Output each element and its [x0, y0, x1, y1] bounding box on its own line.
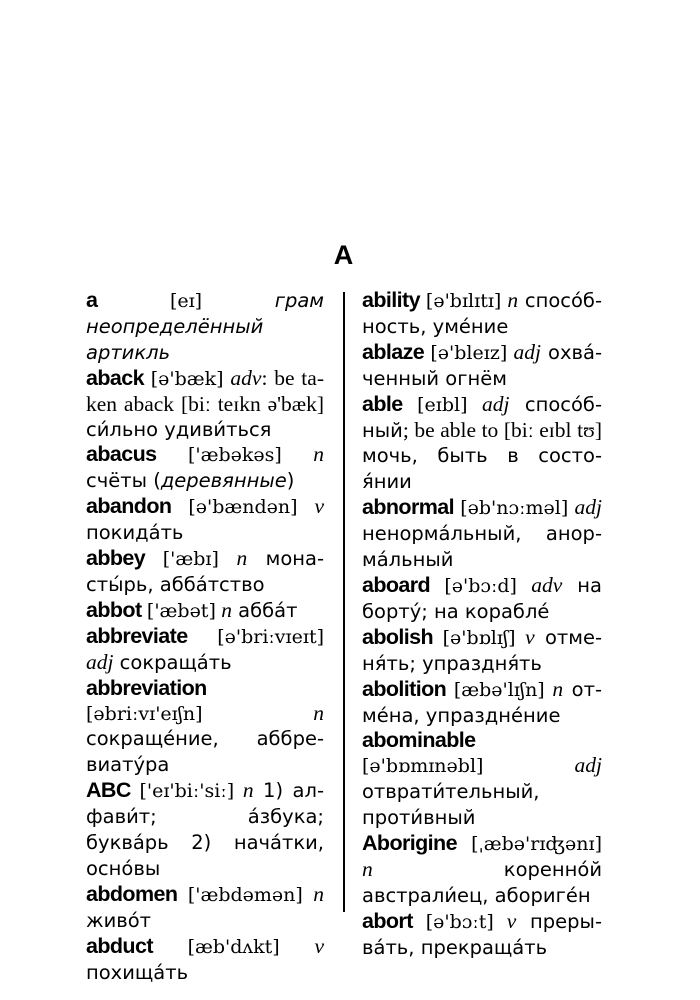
entry-definition: сокраще́ние, аббревиату́ра: [86, 727, 324, 777]
entry-part-of-speech: adj: [574, 753, 602, 778]
entry-definition: на борту́; на корабле́: [362, 573, 602, 623]
entry-definition: охва́ченный огнём: [362, 340, 602, 390]
entry-headword: abominable: [362, 728, 476, 753]
entry-definition: отме́на, упраздне́ние: [362, 677, 603, 727]
entry-part-of-speech: n: [507, 288, 519, 312]
entry-headword: abbey: [86, 546, 146, 571]
entry-transcription: [ə'bɒmɪnəbl]: [362, 755, 484, 778]
dictionary-entry: [362, 340, 602, 392]
entry-part-of-speech: n: [552, 676, 564, 701]
entry-headword: Aborigine: [362, 831, 457, 856]
dictionary-entry: [362, 573, 602, 625]
entry-part-of-speech: adv: [531, 572, 563, 597]
entry-part-of-speech: n: [313, 442, 325, 467]
entry-part-of-speech: adv: [230, 365, 262, 390]
entry-transcription: [ə'bæk]: [150, 367, 224, 390]
entry-headword: ABC: [86, 778, 131, 803]
entry-part-of-speech: v: [525, 624, 535, 649]
entry-transcription: [æb'dʌkt]: [187, 935, 280, 958]
dictionary-entry: [362, 288, 602, 340]
entry-definition: коренно́й австрали́ец, абориге́н: [362, 857, 602, 907]
entry-transcription: ['eɪ'biː'siː]: [139, 780, 235, 803]
entry-transcription: [eɪbl]: [417, 393, 468, 416]
dictionary-entry: [362, 728, 602, 831]
entry-definition: мочь, быть в состоя́нии: [362, 444, 602, 494]
right-column: [362, 288, 602, 961]
entry-headword: abolish: [362, 624, 434, 649]
entry-headword: abandon: [86, 494, 172, 519]
dictionary-entry: [86, 366, 324, 443]
entry-headword: a: [86, 288, 98, 312]
entry-headword: abduct: [86, 933, 153, 958]
entry-part-of-speech: n: [221, 597, 232, 622]
entry-part-of-speech: v: [314, 933, 325, 958]
entry-transcription: [æbə'lɪʃn]: [453, 678, 545, 701]
entry-definition: живо́т: [86, 908, 152, 932]
entry-transcription: ['æbdəmən]: [187, 883, 303, 906]
dictionary-entry: [86, 778, 324, 882]
entry-definition: отврати́тельный, проти́вный: [362, 780, 540, 830]
dictionary-entry: [86, 546, 324, 598]
entry-headword: aboard: [362, 572, 431, 597]
entry-definition: отменя́ть; упраздня́ть: [362, 625, 603, 675]
entry-headword: able: [362, 391, 403, 416]
entry-definition: монасты́рь, абба́тство: [86, 547, 324, 596]
entry-definition: покида́ть: [86, 521, 184, 545]
entry-part-of-speech: adj: [513, 339, 541, 364]
entry-headword: abdomen: [86, 881, 178, 906]
entry-headword: aback: [86, 365, 144, 390]
entry-transcription: [ə'bleɪz]: [430, 341, 508, 364]
entry-headword: abolition: [362, 676, 447, 701]
entry-transcription: [əbriːvɪ'eɪʃn]: [86, 702, 203, 725]
entry-definition: ; be able to [biː eɪbl tʊ]: [402, 417, 602, 442]
entry-headword: abbreviate: [86, 623, 188, 648]
entry-definition: спосо́бность, уме́ние: [362, 289, 602, 338]
entry-part-of-speech: adj: [574, 495, 603, 520]
section-letter: A: [333, 240, 354, 270]
entry-transcription: [ˌæbə'rɪʤənɪ]: [471, 833, 602, 856]
entry-definition: грам неопределённый артикль: [86, 289, 324, 364]
dictionary-entry: [86, 598, 324, 624]
entry-part-of-speech: adj: [482, 391, 510, 416]
entry-definition: ): [286, 469, 295, 493]
entry-part-of-speech: n: [313, 881, 325, 906]
entry-transcription: [eɪ]: [169, 290, 203, 312]
entry-transcription: [əb'nɔːməl]: [460, 497, 569, 520]
column-divider: [343, 292, 345, 912]
entry-headword: ability: [362, 288, 420, 312]
entry-part-of-speech: v: [314, 494, 325, 519]
dictionary-entry: [86, 494, 324, 546]
dictionary-entry: [362, 677, 602, 729]
entry-transcription: [ə'bændən]: [188, 496, 298, 519]
entry-headword: abbot: [86, 597, 142, 622]
entry-transcription: [ə'bɔːt]: [425, 910, 494, 933]
dictionary-entry: [362, 625, 602, 677]
entry-transcription: ['æbəkəs]: [187, 444, 282, 467]
entry-definition: абба́т: [231, 598, 298, 622]
dictionary-entry: [86, 676, 324, 779]
dictionary-entry: [86, 882, 324, 934]
entry-headword: abacus: [86, 442, 157, 467]
dictionary-entry: [86, 442, 324, 494]
entry-definition: ненорма́льный, анорма́льный: [362, 522, 602, 572]
entry-part-of-speech: adj: [86, 649, 114, 674]
dictionary-entry: [362, 909, 602, 961]
entry-transcription: [ə'bɒlɪʃ]: [442, 626, 516, 649]
dictionary-entry: [362, 831, 602, 909]
entry-headword: abnormal: [362, 495, 454, 520]
entry-headword: abort: [362, 908, 413, 933]
entry-transcription: ['æbɪ]: [162, 548, 219, 571]
left-column: [86, 288, 324, 985]
entry-definition: 1) алфави́т; а́збука; буква́рь 2) нача́тки, осно́вы: [86, 779, 325, 880]
entry-transcription: [ə'bɪlɪtɪ]: [425, 290, 502, 312]
entry-transcription: ['æbət]: [146, 599, 216, 622]
entry-definition: счёты (: [86, 469, 161, 493]
entry-headword: abbreviation: [86, 675, 207, 700]
entry-definition: си́льно удиви́ться: [86, 417, 272, 441]
entry-part-of-speech: n: [313, 700, 324, 725]
entry-definition: похища́ть: [86, 960, 189, 984]
entry-part-of-speech: n: [242, 778, 254, 803]
dictionary-entry: [86, 624, 324, 676]
dictionary-entry: [362, 495, 602, 573]
entry-definition: деревянные: [160, 469, 287, 493]
entry-part-of-speech: n: [362, 856, 373, 881]
entry-headword: ablaze: [362, 339, 425, 364]
entry-transcription: [ə'briːvɪeɪt]: [217, 625, 324, 648]
entry-definition: прерыва́ть, прекраща́ть: [362, 909, 602, 959]
entry-definition: спосо́бный: [362, 392, 602, 442]
entry-part-of-speech: n: [236, 546, 248, 571]
entry-definition: : be taken aback [biː teɪkn ə'bæk]: [86, 365, 324, 416]
entry-transcription: [ə'bɔːd]: [444, 574, 517, 597]
entry-definition: сокраща́ть: [113, 650, 232, 674]
dictionary-entry: [362, 392, 602, 496]
dictionary-entry: [86, 934, 324, 986]
dictionary-entry: [86, 288, 324, 366]
entry-part-of-speech: v: [506, 908, 517, 933]
